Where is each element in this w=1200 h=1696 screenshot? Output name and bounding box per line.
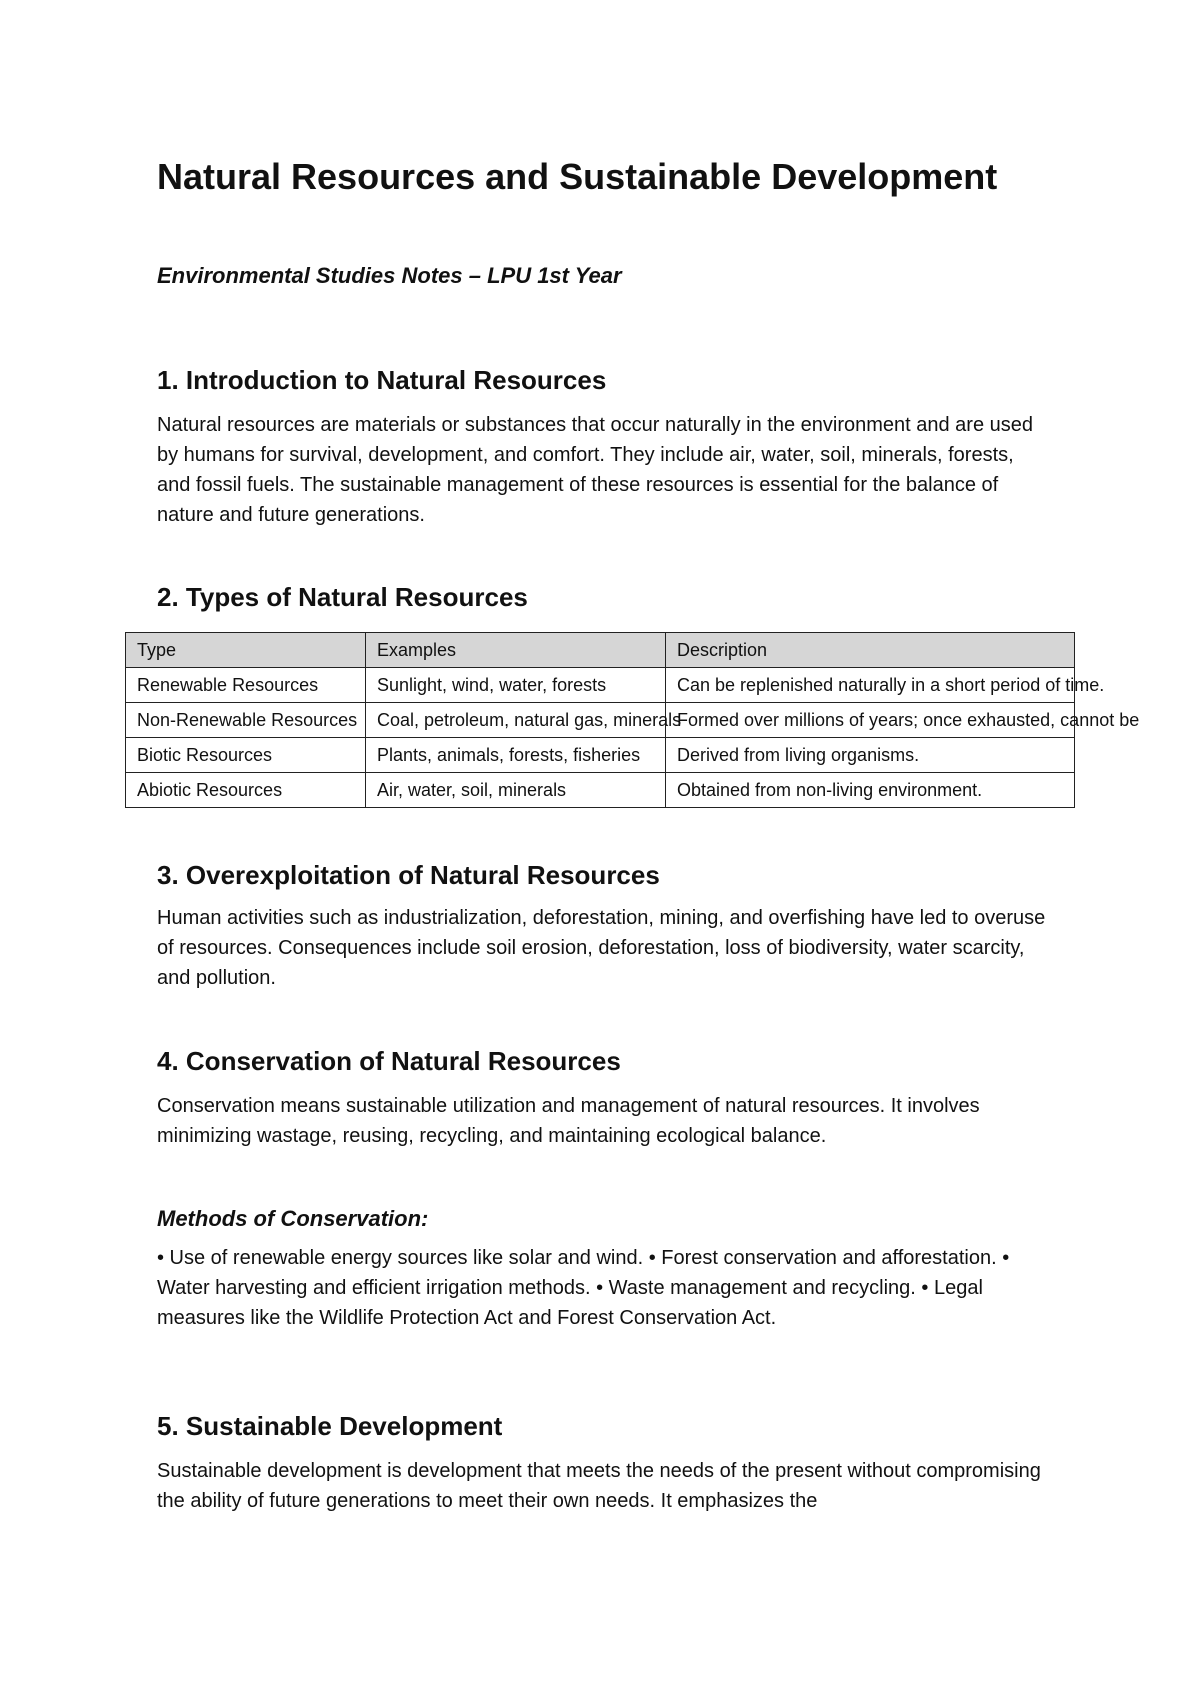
table-row — [126, 738, 1075, 773]
section-heading-sustainable-development: 5. Sustainable Development — [157, 1411, 503, 1441]
table-cell: Can be replenished naturally in a short period of time. — [666, 668, 1075, 703]
table-cell: Obtained from non-living environment. — [666, 773, 1075, 808]
table-cell: Sunlight, wind, water, forests — [366, 668, 666, 703]
section-body-introduction: Natural resources are materials or substances that occur naturally in the environment and are used by humans for survival, development, and comfort. They include air, water, soil, minerals, forests, and fossil fuels. The sustainable management of these resources is essential for the balance of nature and future generations. — [157, 414, 1034, 526]
table-cell: Derived from living organisms. — [666, 738, 1075, 773]
document-subtitle: Environmental Studies Notes – LPU 1st Year — [157, 263, 622, 288]
table-header-row — [126, 633, 1075, 668]
methods-list: • Use of renewable energy sources like solar and wind. • Forest conservation and afforestation. • Water harvesting and efficient irrigation methods. • Waste management and recycling. • Legal measures like the Wildlife Protection Act and Forest Conservation Act. — [157, 1247, 1010, 1329]
table-cell: Non-Renewable Resources — [126, 703, 366, 738]
table-cell: Abiotic Resources — [126, 773, 366, 808]
table-row — [126, 773, 1075, 808]
table-header-cell: Examples — [366, 633, 666, 668]
table-cell: Coal, petroleum, natural gas, minerals — [366, 703, 666, 738]
resource-types-table — [125, 632, 1140, 808]
section-heading-types: 2. Types of Natural Resources — [157, 582, 528, 612]
section-body-conservation: Conservation means sustainable utilization and management of natural resources. It involves minimizing wastage, reusing, recycling, and maintaining ecological balance. — [157, 1095, 980, 1147]
table-cell: Air, water, soil, minerals — [366, 773, 666, 808]
table-cell: Formed over millions of years; once exhausted, cannot be — [666, 703, 1075, 738]
table-header-cell: Description — [666, 633, 1075, 668]
table-row — [126, 703, 1075, 738]
table-cell: Biotic Resources — [126, 738, 366, 773]
section-heading-conservation: 4. Conservation of Natural Resources — [157, 1046, 621, 1076]
section-body-sustainable-development: Sustainable development is development that meets the needs of the present without compromising the ability of future generations to meet their own needs. It emphasizes the — [157, 1460, 1041, 1512]
methods-subheading: Methods of Conservation: — [157, 1206, 429, 1231]
table-header-cell: Type — [126, 633, 366, 668]
table-row — [126, 668, 1075, 703]
table-cell: Plants, animals, forests, fisheries — [366, 738, 666, 773]
document-title: Natural Resources and Sustainable Development — [157, 156, 998, 197]
section-heading-overexploitation: 3. Overexploitation of Natural Resources — [157, 860, 660, 890]
section-heading-introduction: 1. Introduction to Natural Resources — [157, 365, 607, 395]
table-cell: Renewable Resources — [126, 668, 366, 703]
section-body-overexploitation: Human activities such as industrialization, deforestation, mining, and overfishing have led to overuse of resources. Consequences include soil erosion, deforestation, loss of biodiversity, water scarcity, and pollution. — [157, 907, 1046, 989]
